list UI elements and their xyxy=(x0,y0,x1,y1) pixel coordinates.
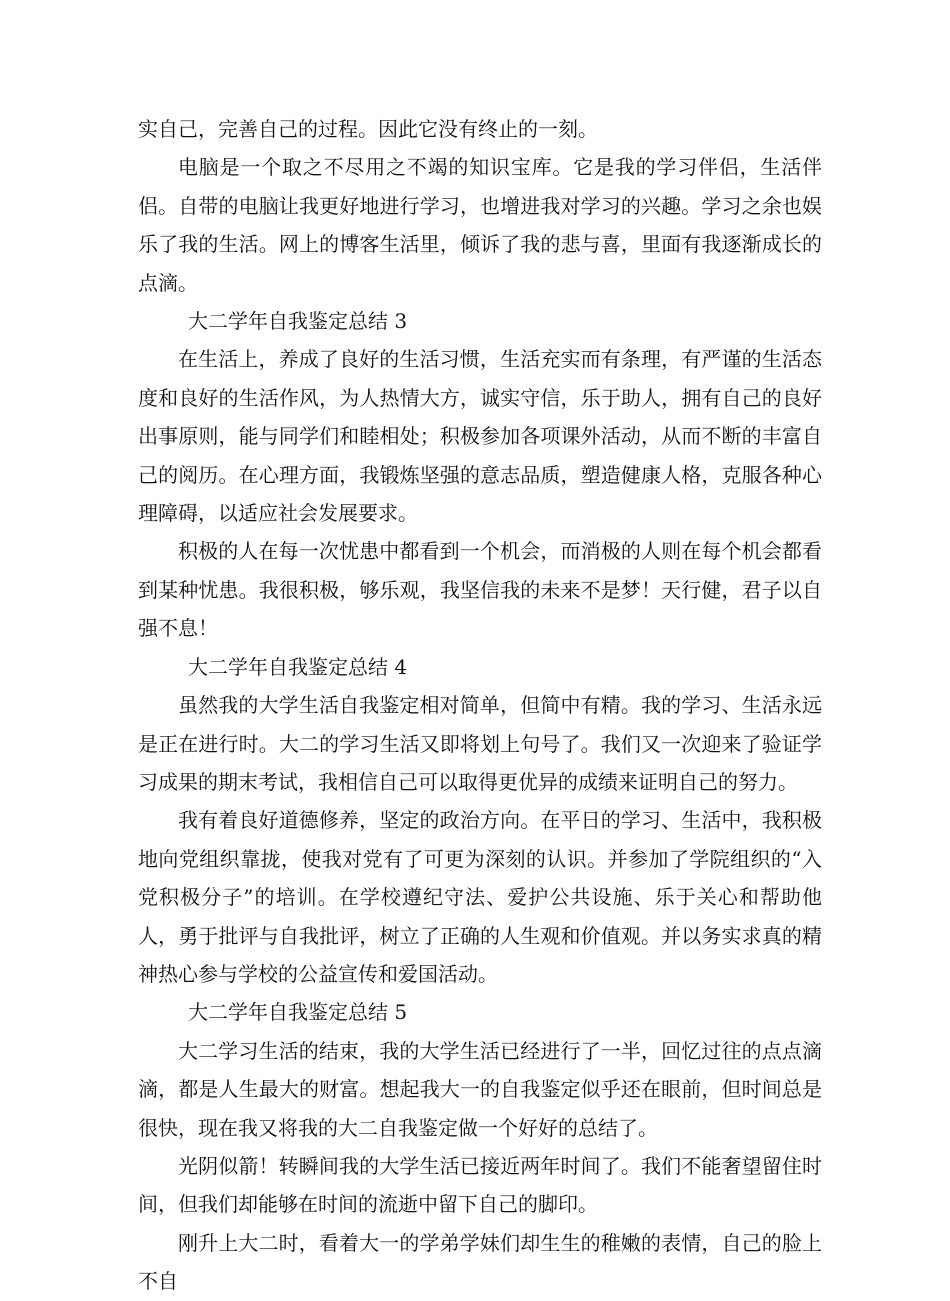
section-heading: 大二学年自我鉴定总结 4 xyxy=(188,654,408,679)
paragraph: 积极的人在每一次忧患中都看到一个机会，而消极的人则在每个机会都看到某种忧患。我很积极，够乐观，我坚信我的未来不是梦！天行健，君子以自强不息！ xyxy=(138,539,822,641)
paragraph: 大二学习生活的结束，我的大学生活已经进行了一半，回忆过往的点点滴滴，都是人生最大的财富。想起我大一的自我鉴定似乎还在眼前，但时间总是很快，现在我又将我的大二自我鉴定做一个好好的总结了。 xyxy=(138,1038,822,1140)
section-heading: 大二学年自我鉴定总结 3 xyxy=(188,309,408,334)
paragraph: 电脑是一个取之不尽用之不竭的知识宝库。它是我的学习伴侣，生活伴侣。自带的电脑让我更好地进行学习，也增进我对学习的兴趣。学习之余也娱乐了我的生活。网上的博客生活里，倾诉了我的悲与喜，里面有我逐渐成长的点滴。 xyxy=(138,155,822,295)
paragraph: 在生活上，养成了良好的生活习惯，生活充实而有条理，有严谨的生活态度和良好的生活作风，为人热情大方，诚实守信，乐于助人，拥有自己的良好出事原则，能与同学们和睦相处；积极参加各项课外活动，从而不断的丰富自己的阅历。在心理方面，我锻炼坚强的意志品质，塑造健康人格，克服各种心理障碍，以适应社会发展要求。 xyxy=(138,347,822,526)
paragraph: 虽然我的大学生活自我鉴定相对简单，但简中有精。我的学习、生活永远是正在进行时。大二的学习生活又即将划上句号了。我们又一次迎来了验证学习成果的期末考试，我相信自己可以取得更优异的成绩来证明自己的努力。 xyxy=(138,693,822,794)
paragraph: 光阴似箭！转瞬间我的大学生活已接近两年时间了。我们不能奢望留住时间，但我们却能够在时间的流逝中留下自己的脚印。 xyxy=(138,1153,822,1217)
paragraph: 实自己，完善自己的过程。因此它没有终止的一刻。 xyxy=(138,117,598,141)
paragraph: 我有着良好道德修养，坚定的政治方向。在平日的学习、生活中，我积极地向党组织靠拢，使我对党有了可更为深刻的认识。并参加了学院组织的“入党积极分子”的培训。在学校遵纪守法、爱护公共设施、乐于关心和帮助他人，勇于批评与自我批评，树立了正确的人生观和价值观。并以务实求真的精神热心参与学校的公益宣传和爱国活动。 xyxy=(138,808,822,986)
document-body xyxy=(138,110,822,1301)
section-heading: 大二学年自我鉴定总结 5 xyxy=(188,1000,408,1025)
paragraph: 刚升上大二时，看着大一的学弟学妹们却生生的稚嫩的表情，自己的脸上不自 xyxy=(138,1230,822,1294)
